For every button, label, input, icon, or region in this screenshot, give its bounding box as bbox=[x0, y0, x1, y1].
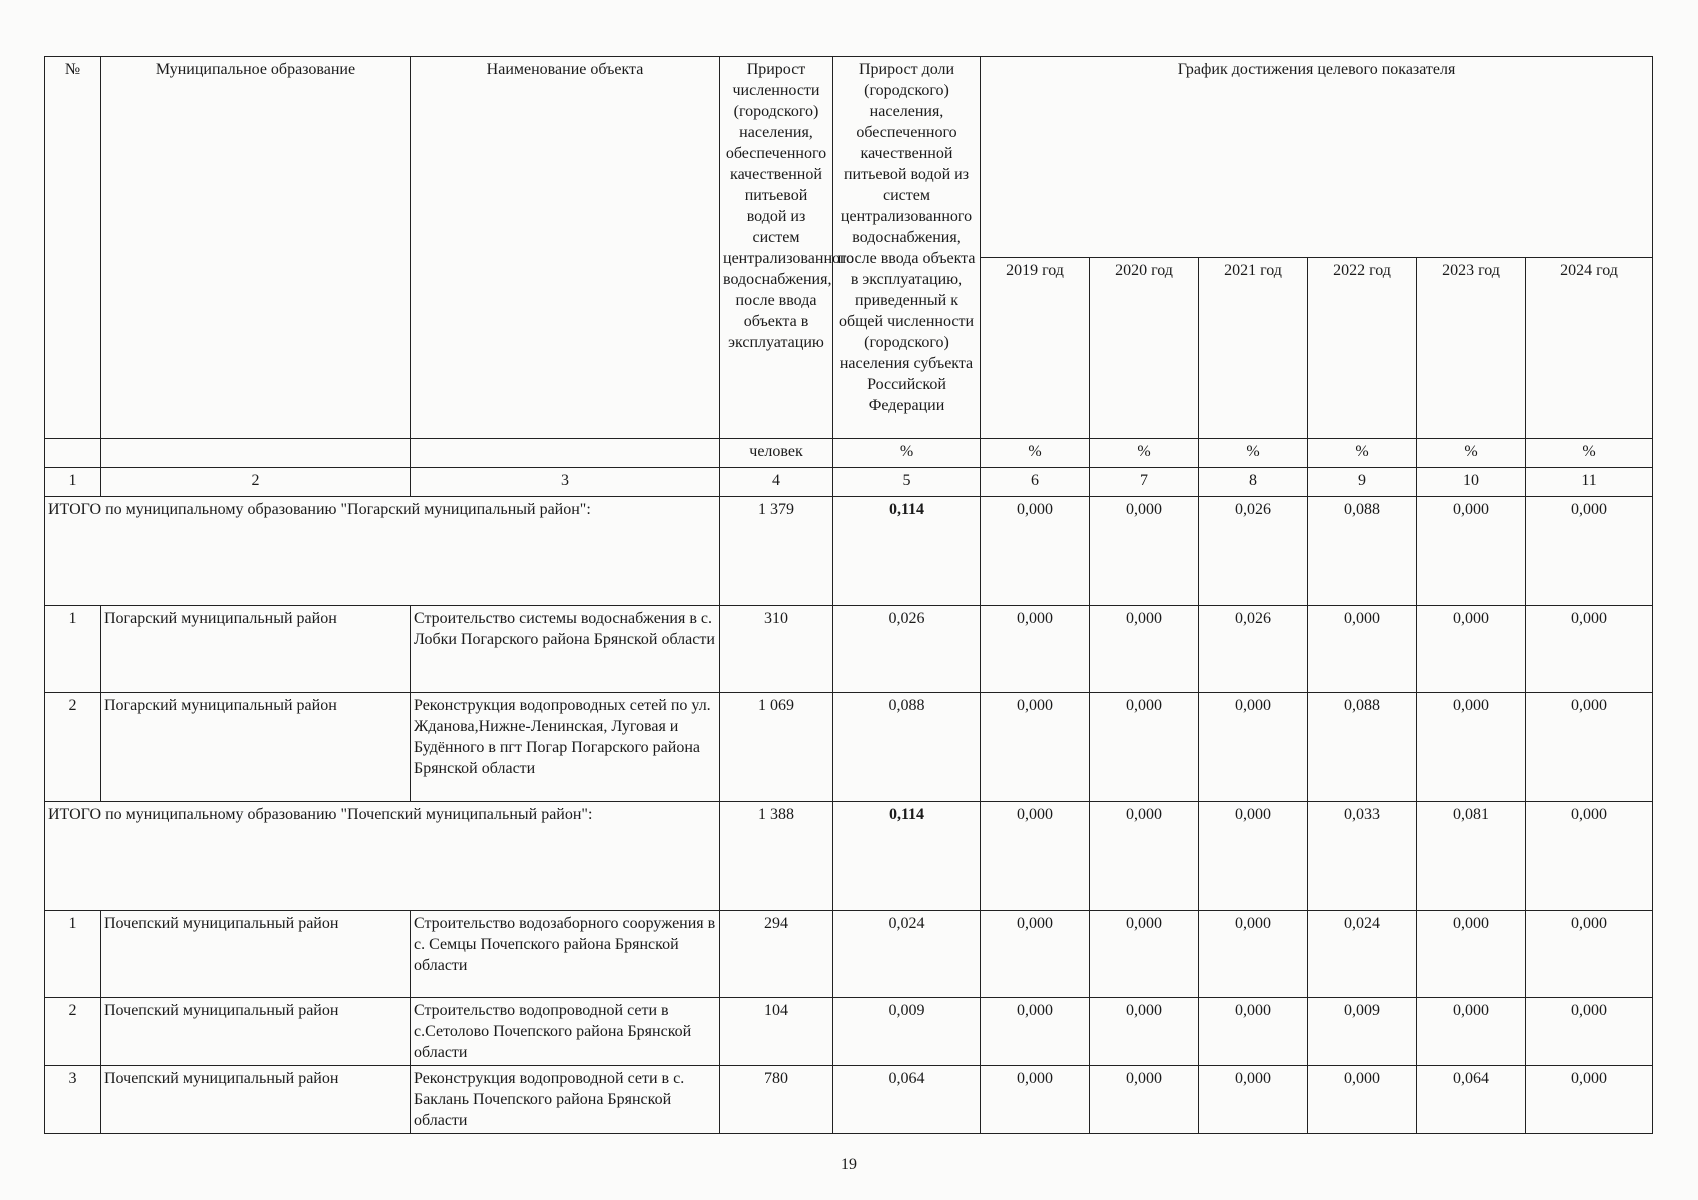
total-row bbox=[45, 802, 1653, 911]
header-row bbox=[45, 57, 1653, 258]
row-share: 0,026 bbox=[833, 606, 981, 693]
unit-percent: % bbox=[1199, 439, 1308, 468]
row-year-value: 0,064 bbox=[1417, 1066, 1526, 1134]
column-number: 1 bbox=[45, 468, 101, 497]
row-year-value: 0,000 bbox=[1199, 911, 1308, 998]
row-count: 310 bbox=[720, 606, 833, 693]
row-share: 0,009 bbox=[833, 998, 981, 1066]
total-count: 1 388 bbox=[720, 802, 833, 911]
total-share: 0,114 bbox=[833, 497, 981, 606]
total-year-value: 0,000 bbox=[1090, 802, 1199, 911]
row-year-value: 0,000 bbox=[1526, 911, 1653, 998]
row-no: 2 bbox=[45, 998, 101, 1066]
column-number: 4 bbox=[720, 468, 833, 497]
header-year: 2021 год bbox=[1199, 258, 1308, 439]
row-count: 1 069 bbox=[720, 693, 833, 802]
total-row bbox=[45, 497, 1653, 606]
target-indicator-table bbox=[44, 56, 1653, 1134]
row-object: Реконструкция водопроводных сетей по ул. Жданова,Нижне-Ленинская, Луговая и Будённого в пгт Погар Погарского района Брянской области bbox=[411, 693, 720, 802]
column-number: 2 bbox=[101, 468, 411, 497]
table-row bbox=[45, 1066, 1653, 1134]
header-year: 2019 год bbox=[981, 258, 1090, 439]
row-year-value: 0,000 bbox=[981, 998, 1090, 1066]
row-no: 1 bbox=[45, 606, 101, 693]
row-no: 2 bbox=[45, 693, 101, 802]
row-year-value: 0,000 bbox=[981, 911, 1090, 998]
table-row bbox=[45, 998, 1653, 1066]
row-year-value: 0,000 bbox=[1199, 998, 1308, 1066]
row-year-value: 0,000 bbox=[1526, 998, 1653, 1066]
header-growth-share: Прирост доли (городского) населения, обеспеченного качественной питьевой водой из систем централизованного водоснабжения, после ввода объекта в эксплуатацию, приведенный к общей численности (городского) населения субъекта Российской Федерации bbox=[833, 57, 981, 439]
total-year-value: 0,000 bbox=[1417, 497, 1526, 606]
total-year-value: 0,033 bbox=[1308, 802, 1417, 911]
row-year-value: 0,000 bbox=[1090, 998, 1199, 1066]
row-share: 0,024 bbox=[833, 911, 981, 998]
total-label: ИТОГО по муниципальному образованию "Погарский муниципальный район": bbox=[45, 497, 720, 606]
total-year-value: 0,026 bbox=[1199, 497, 1308, 606]
table-row bbox=[45, 606, 1653, 693]
unit-percent: % bbox=[1417, 439, 1526, 468]
header-year: 2022 год bbox=[1308, 258, 1417, 439]
row-year-value: 0,000 bbox=[1308, 1066, 1417, 1134]
unit-percent: % bbox=[1308, 439, 1417, 468]
row-year-value: 0,000 bbox=[1526, 693, 1653, 802]
total-count: 1 379 bbox=[720, 497, 833, 606]
column-number: 8 bbox=[1199, 468, 1308, 497]
row-year-value: 0,000 bbox=[1417, 693, 1526, 802]
total-year-value: 0,000 bbox=[981, 497, 1090, 606]
row-year-value: 0,000 bbox=[981, 1066, 1090, 1134]
row-count: 294 bbox=[720, 911, 833, 998]
row-municipality: Почепский муниципальный район bbox=[101, 911, 411, 998]
unit-empty bbox=[411, 439, 720, 468]
column-number: 11 bbox=[1526, 468, 1653, 497]
header-schedule: График достижения целевого показателя bbox=[981, 57, 1653, 258]
page-number: 19 bbox=[841, 1156, 857, 1173]
row-municipality: Погарский муниципальный район bbox=[101, 693, 411, 802]
total-year-value: 0,000 bbox=[1526, 497, 1653, 606]
row-year-value: 0,000 bbox=[1090, 693, 1199, 802]
header-municipality: Муниципальное образование bbox=[101, 57, 411, 439]
header-year: 2020 год bbox=[1090, 258, 1199, 439]
total-label: ИТОГО по муниципальному образованию "Почепский муниципальный район": bbox=[45, 802, 720, 911]
column-number: 7 bbox=[1090, 468, 1199, 497]
row-share: 0,064 bbox=[833, 1066, 981, 1134]
total-year-value: 0,000 bbox=[1090, 497, 1199, 606]
row-year-value: 0,000 bbox=[1090, 1066, 1199, 1134]
units-row bbox=[45, 439, 1653, 468]
table-row bbox=[45, 693, 1653, 802]
row-municipality: Почепский муниципальный район bbox=[101, 1066, 411, 1134]
row-year-value: 0,026 bbox=[1199, 606, 1308, 693]
header-object: Наименование объекта bbox=[411, 57, 720, 439]
row-year-value: 0,000 bbox=[1308, 606, 1417, 693]
column-number: 10 bbox=[1417, 468, 1526, 497]
total-year-value: 0,000 bbox=[1199, 802, 1308, 911]
row-no: 3 bbox=[45, 1066, 101, 1134]
row-year-value: 0,009 bbox=[1308, 998, 1417, 1066]
row-municipality: Погарский муниципальный район bbox=[101, 606, 411, 693]
total-year-value: 0,000 bbox=[981, 802, 1090, 911]
row-year-value: 0,000 bbox=[981, 693, 1090, 802]
total-year-value: 0,081 bbox=[1417, 802, 1526, 911]
row-municipality: Почепский муниципальный район bbox=[101, 998, 411, 1066]
header-growth-count: Прирост численности (городского) населения, обеспеченного качественной питьевой водой из систем централизованного водоснабжения, после ввода объекта в эксплуатацию bbox=[720, 57, 833, 439]
row-year-value: 0,000 bbox=[1199, 693, 1308, 802]
column-number: 3 bbox=[411, 468, 720, 497]
row-share: 0,088 bbox=[833, 693, 981, 802]
row-object: Строительство водозаборного сооружения в с. Семцы Почепского района Брянской области bbox=[411, 911, 720, 998]
row-count: 780 bbox=[720, 1066, 833, 1134]
header-year: 2023 год bbox=[1417, 258, 1526, 439]
row-year-value: 0,000 bbox=[1526, 606, 1653, 693]
unit-percent: % bbox=[1090, 439, 1199, 468]
row-object: Реконструкция водопроводной сети в с. Баклань Почепского района Брянской области bbox=[411, 1066, 720, 1134]
row-year-value: 0,000 bbox=[1199, 1066, 1308, 1134]
column-numbers-row bbox=[45, 468, 1653, 497]
unit-count: человек bbox=[720, 439, 833, 468]
column-number: 6 bbox=[981, 468, 1090, 497]
row-year-value: 0,000 bbox=[1526, 1066, 1653, 1134]
row-year-value: 0,000 bbox=[1090, 911, 1199, 998]
row-no: 1 bbox=[45, 911, 101, 998]
unit-empty bbox=[45, 439, 101, 468]
total-year-value: 0,000 bbox=[1526, 802, 1653, 911]
row-year-value: 0,000 bbox=[1417, 998, 1526, 1066]
unit-empty bbox=[101, 439, 411, 468]
total-share: 0,114 bbox=[833, 802, 981, 911]
row-object: Строительство водопроводной сети в с.Сетолово Почепского района Брянской области bbox=[411, 998, 720, 1066]
row-year-value: 0,000 bbox=[981, 606, 1090, 693]
unit-percent: % bbox=[1526, 439, 1653, 468]
header-year: 2024 год bbox=[1526, 258, 1653, 439]
row-year-value: 0,024 bbox=[1308, 911, 1417, 998]
unit-percent: % bbox=[981, 439, 1090, 468]
column-number: 5 bbox=[833, 468, 981, 497]
row-year-value: 0,088 bbox=[1308, 693, 1417, 802]
table-row bbox=[45, 911, 1653, 998]
header-no: № bbox=[45, 57, 101, 439]
row-year-value: 0,000 bbox=[1090, 606, 1199, 693]
column-number: 9 bbox=[1308, 468, 1417, 497]
total-year-value: 0,088 bbox=[1308, 497, 1417, 606]
row-object: Строительство системы водоснабжения в с. Лобки Погарского района Брянской области bbox=[411, 606, 720, 693]
row-year-value: 0,000 bbox=[1417, 606, 1526, 693]
row-year-value: 0,000 bbox=[1417, 911, 1526, 998]
row-count: 104 bbox=[720, 998, 833, 1066]
unit-percent: % bbox=[833, 439, 981, 468]
